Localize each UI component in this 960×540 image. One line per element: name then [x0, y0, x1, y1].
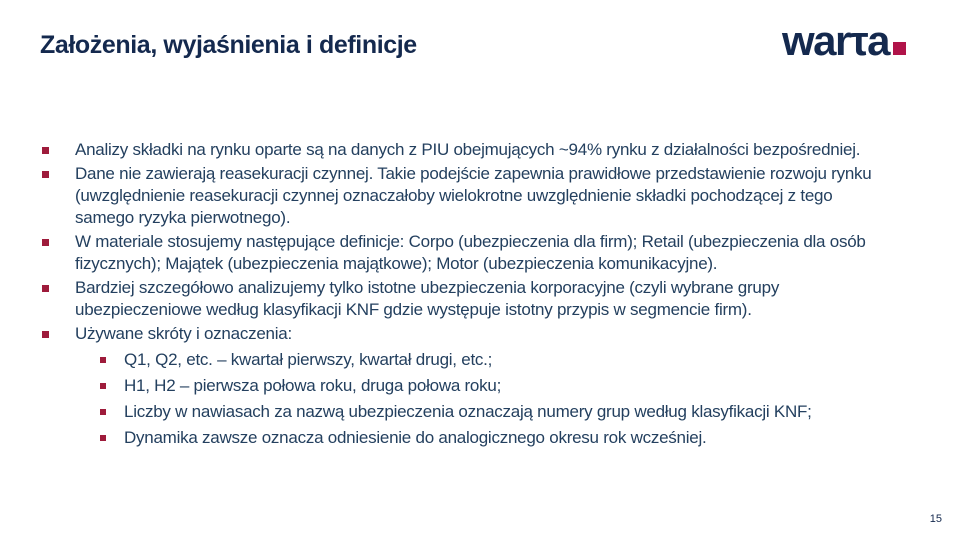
list-item-text: Analizy składki na rynku oparte są na danych z PIU obejmujących ~94% rynku z działalności bezpośredniej. [75, 140, 861, 159]
list-item-text: W materiale stosujemy następujące definicje: Corpo (ubezpieczenia dla firm); Retail (ubezpieczenia dla osób fizycznych); Majątek (ubezpieczenia majątkowe); Motor (ubezpieczenia komunikacyjne). [75, 232, 866, 273]
square-bullet-icon [100, 409, 106, 415]
warta-logo-dot-icon [893, 42, 906, 55]
warta-logo-text: warτa [782, 17, 889, 64]
square-bullet-icon [42, 285, 49, 292]
square-bullet-icon [42, 171, 49, 178]
sub-list-item [100, 375, 874, 397]
warta-logo [782, 18, 906, 64]
sub-list-item-text: Liczby w nawiasach za nazwą ubezpieczenia oznaczają numery grup według klasyfikacji KNF; [124, 402, 812, 421]
square-bullet-icon [100, 435, 106, 441]
square-bullet-icon [42, 331, 49, 338]
list-item [42, 277, 874, 321]
list-item [42, 231, 874, 275]
square-bullet-icon [42, 239, 49, 246]
list-item [42, 163, 874, 229]
sub-list-item-text: H1, H2 – pierwsza połowa roku, druga połowa roku; [124, 376, 502, 395]
square-bullet-icon [100, 383, 106, 389]
sub-list-item-text: Q1, Q2, etc. – kwartał pierwszy, kwartał drugi, etc.; [124, 350, 493, 369]
list-item [42, 139, 874, 161]
list-item-text: Używane skróty i oznaczenia: [75, 324, 292, 343]
bullet-list [42, 139, 874, 449]
sub-list-item [100, 349, 874, 371]
list-item [42, 323, 874, 345]
list-item-text: Bardziej szczegółowo analizujemy tylko istotne ubezpieczenia korporacyjne (czyli wybrane grupy ubezpieczeniowe według klasyfikacji KNF gdzie występuje istotny przypis w segmencie firm). [75, 278, 780, 319]
sub-list-item [100, 427, 874, 449]
page-title: Założenia, wyjaśnienia i definicje [40, 31, 417, 59]
square-bullet-icon [100, 357, 106, 363]
square-bullet-icon [42, 147, 49, 154]
sub-list-item [100, 401, 874, 423]
page-number: 15 [929, 513, 942, 525]
sub-list-item-text: Dynamika zawsze oznacza odniesienie do analogicznego okresu rok wcześniej. [124, 428, 707, 447]
list-item-text: Dane nie zawierają reasekuracji czynnej. Takie podejście zapewnia prawidłowe przedstawienie rozwoju rynku (uwzględnienie reasekuracji czynnej oznaczałoby wielokrotne uwzględnienie składki pochodzącej z tego samego ryzyka pierwotnego). [75, 164, 872, 227]
